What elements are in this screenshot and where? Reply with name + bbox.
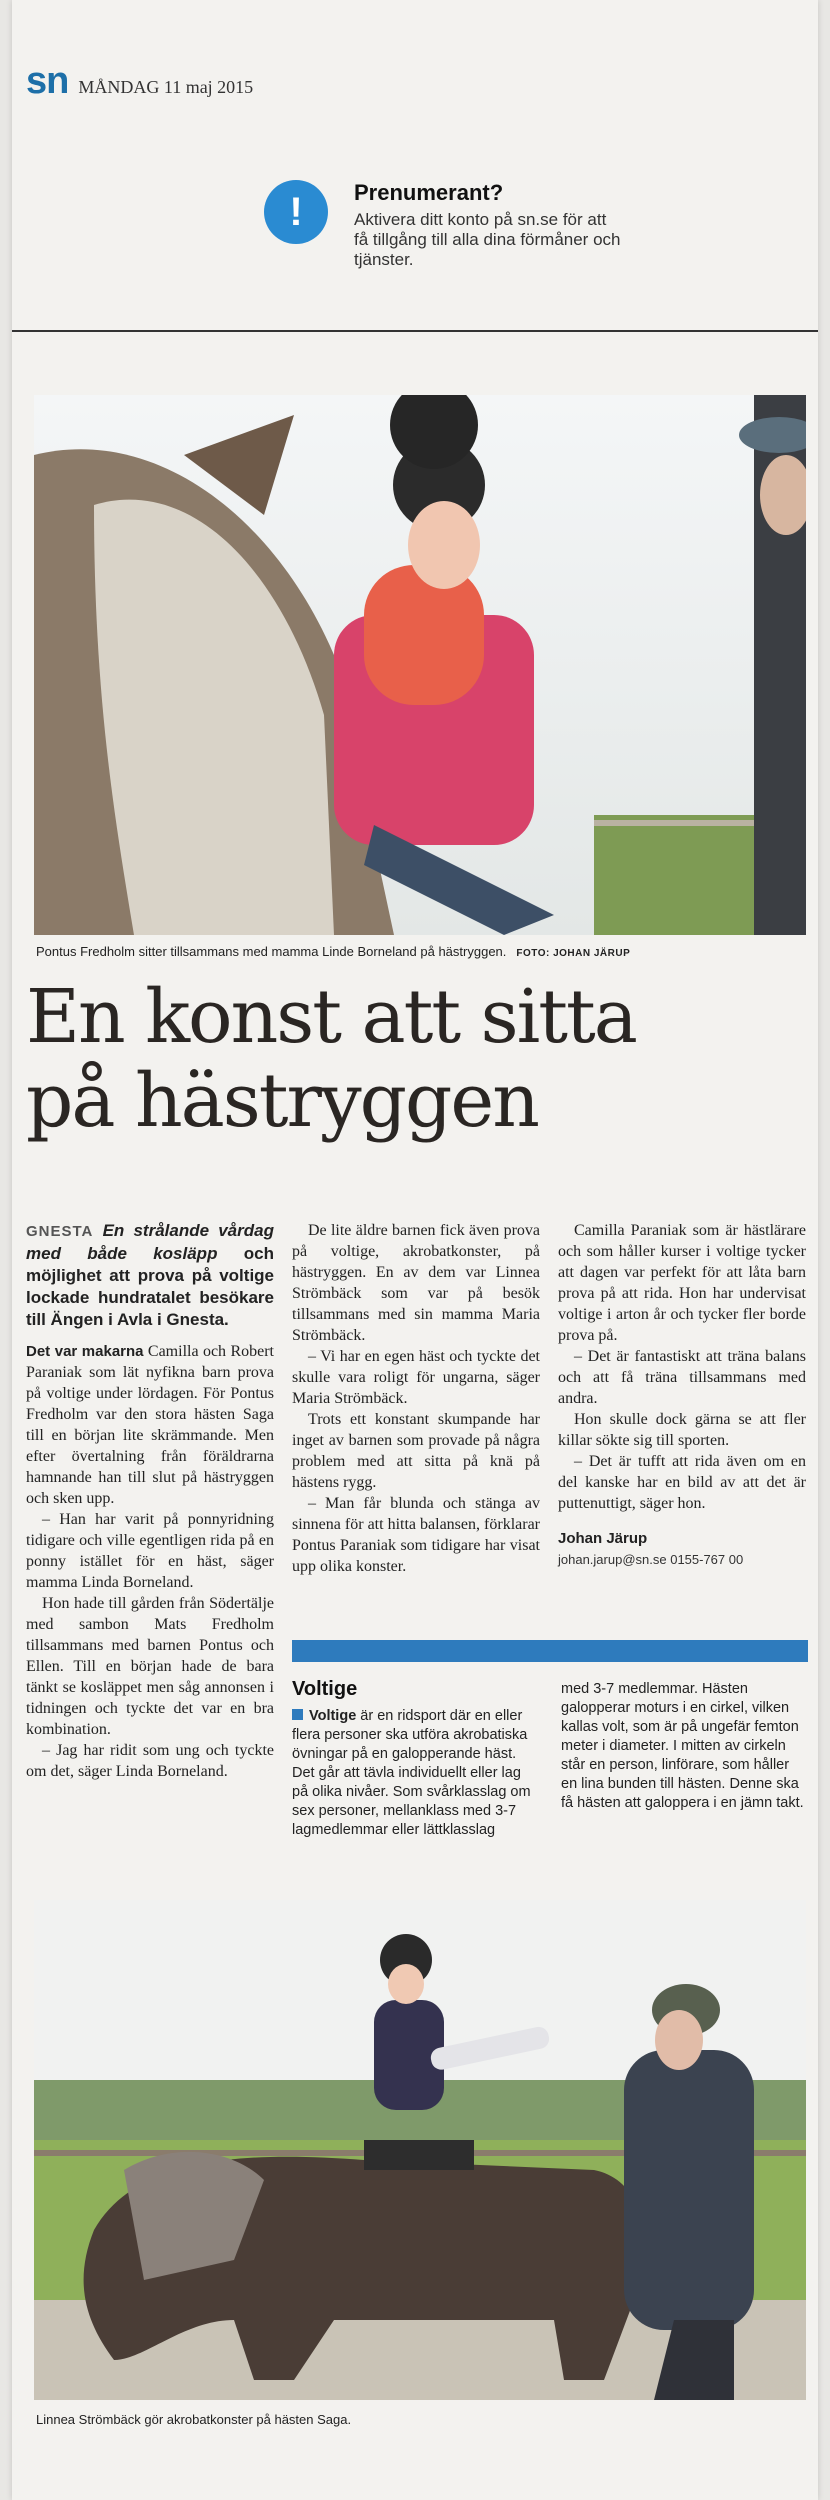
factbox-title: Voltige [292, 1678, 358, 1700]
dateline-place: GNESTA [26, 1223, 94, 1240]
exclamation-icon: ! [264, 180, 328, 244]
factbox [292, 1640, 808, 1840]
newspaper-page [12, 0, 818, 2500]
paragraph-text: Camilla och Robert Paraniak som lät nyfikna barn prova på voltige under lördagen. För Pontus Fredholm var den stora hästen Saga till en början lite skrämmande. Men efter övertalning från föräldrarna hamnande han till slut på hästryggen och sken upp. [26, 1343, 274, 1507]
article-column-1 [26, 1220, 274, 1782]
square-bullet-icon [292, 1709, 303, 1720]
notice-body: Aktivera ditt konto på sn.se för att få tillgång till alla dina förmåner och tjänster. [354, 210, 621, 269]
paragraph [26, 1341, 274, 1509]
factbox-text: med 3-7 medlemmar. Hästen galopperar moturs i en cirkel, vilken kallas volt, som är på ungefär femton meter i diameter. I mitten av cirkeln står en person, linförare, som håller en lina bunden till hästen. Denne ska få hästen att galoppera i en jämn takt. [561, 1681, 804, 1811]
top-photo [34, 395, 806, 935]
factbox-column-1 [292, 1680, 539, 1840]
issue-date: MÅNDAG 11 maj 2015 [78, 77, 254, 97]
ingress-rest: och möjlighet att prova på voltige lockade hundratalet besökare till Ängen i Avla i Gnesta. [26, 1244, 274, 1329]
headline [26, 975, 786, 1143]
section-divider [12, 330, 818, 332]
notice-text [354, 180, 624, 270]
byline [558, 1528, 806, 1570]
paragraph: – Han har varit på ponnyridning tidigare och ville egentligen rida på en ponny istället för en häst, säger mamma Linda Borneland. [26, 1511, 274, 1591]
factbox-content [292, 1680, 808, 1840]
paragraph: Trots ett konstant skumpande har inget av barnen som provade på några problem med att sitta på knä på hästens rygg. [292, 1411, 540, 1491]
ingress-italic: En strålande vårdag med både kosläpp [26, 1221, 274, 1263]
caption-text: Pontus Fredholm sitter tillsammans med mamma Linde Borneland på hästryggen. [36, 944, 507, 959]
sn-logo[interactable]: sn [26, 60, 69, 102]
ingress [26, 1220, 274, 1331]
paragraph: Hon hade till gården från Södertälje med sambon Mats Fredholm tillsammans med barnen Pontus och Ellen. Till en början hade de bara tänkt se kosläppet men såg annonsen i tidningen och tyckte det var en bra kombination. [26, 1595, 274, 1738]
byline-contact[interactable]: johan.jarup@sn.se 0155-767 00 [558, 1552, 744, 1567]
paragraph: – Det är fantastiskt att träna balans och att få träna tillsammans med andra. [558, 1348, 806, 1407]
factbox-bar [292, 1640, 808, 1662]
subscriber-notice[interactable] [264, 180, 624, 270]
paragraph: Camilla Paraniak som är hästlärare och som håller kurser i voltige tycker att dagen var perfekt för att låta barn prova på att rida. Hon har undervisat voltige i arton år och tycker fler borde prova på. [558, 1222, 806, 1344]
lead-in: Det var makarna [26, 1343, 144, 1360]
headline-line-2: på hästryggen [26, 1058, 538, 1144]
factbox-lead: Voltige [309, 1708, 357, 1724]
photo-credit: FOTO: JOHAN JÄRUP [516, 948, 631, 959]
paragraph: De lite äldre barnen fick även prova på voltige, akrobatkonster, på hästryggen. En av dem var Linnea Strömbäck som var på besök tillsammans med sin mamma Maria Strömbäck. [292, 1222, 540, 1344]
bottom-photo-caption: Linnea Strömbäck gör akrobatkonster på hästen Saga. [36, 2412, 352, 2427]
notice-title: Prenumerant? [354, 180, 504, 205]
bottom-photo [34, 1900, 806, 2400]
paragraph: – Det är tufft att rida även om en del kanske har en bild av att det är puttenuttigt, säger hon. [558, 1453, 806, 1512]
headline-line-1: En konst att sitta [26, 974, 636, 1060]
factbox-text: är en ridsport där en eller flera personer ska utföra akrobatiska övningar på en galopperande häst. Det går att tävla individuellt eller lag på olika nivåer. Som svårklasslag om sex personer, mellanklass med 3-7 lagmedlemmar eller lättklasslag [292, 1708, 531, 1838]
byline-name: Johan Järup [558, 1530, 648, 1547]
top-photo-caption [36, 944, 630, 959]
factbox-column-2 [561, 1680, 808, 1840]
paragraph: – Vi har en egen häst och tyckte det skulle vara roligt för ungarna, säger Maria Strömbäck. [292, 1348, 540, 1407]
paragraph: – Jag har ridit som ung och tyckte om det, säger Linda Borneland. [26, 1742, 274, 1780]
top-photo-image [34, 395, 806, 935]
bottom-photo-image [34, 1900, 806, 2400]
masthead [26, 60, 253, 103]
paragraph: – Man får blunda och stänga av sinnena för att hitta balansen, förklarar Pontus Paraniak som tidigare har visat upp olika konster. [292, 1495, 540, 1575]
paragraph: Hon skulle dock gärna se att fler killar sökte sig till sporten. [558, 1411, 806, 1449]
